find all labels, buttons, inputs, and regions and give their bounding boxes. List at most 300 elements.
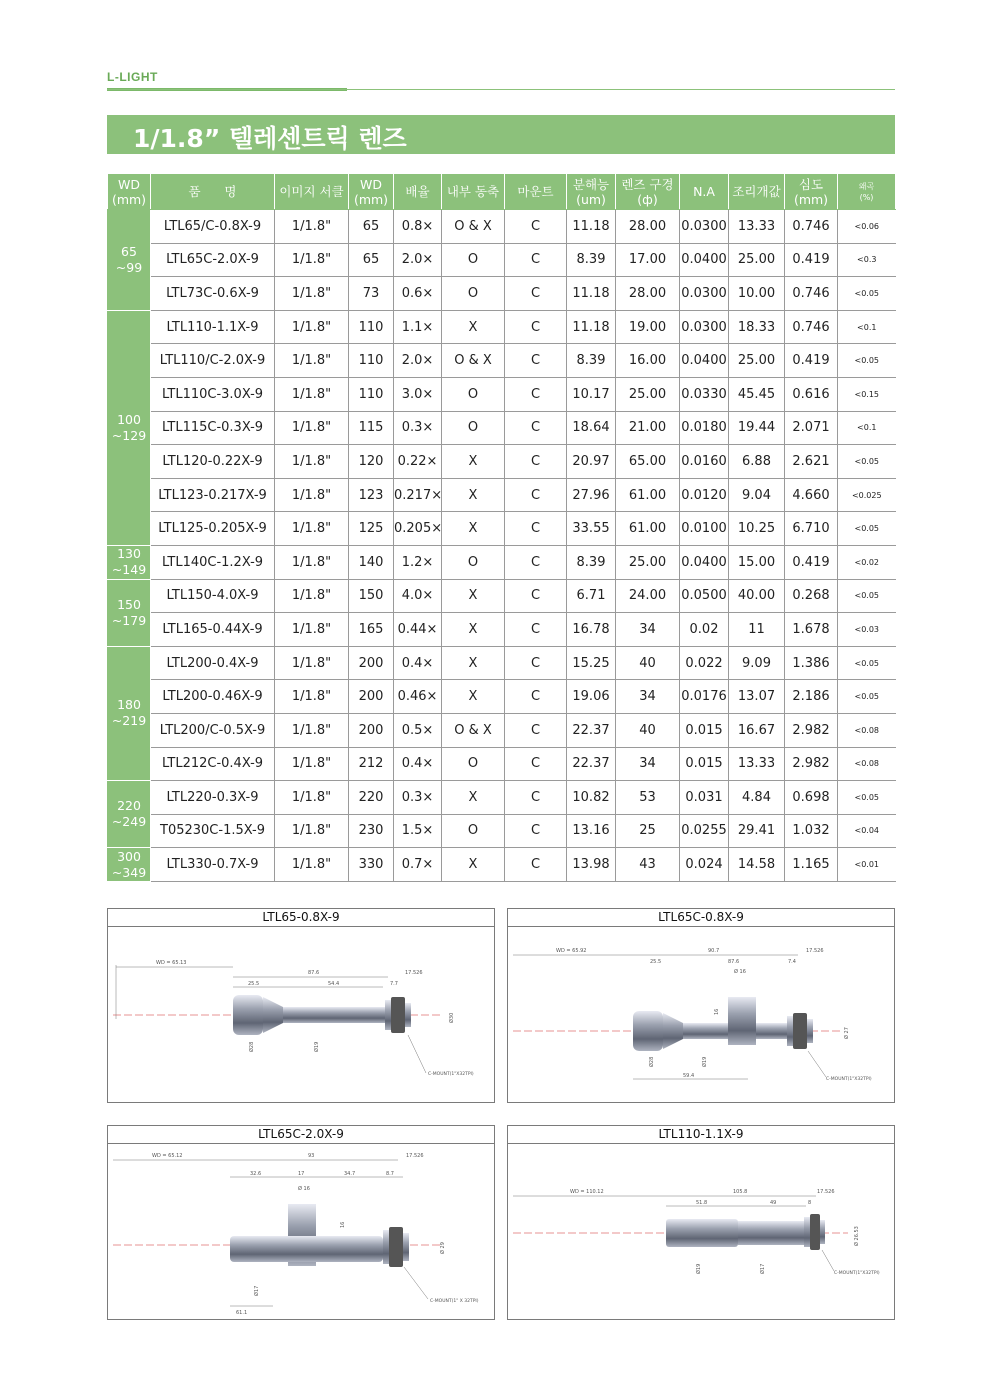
cell-sensor: 1/1.8"	[275, 613, 349, 647]
cell-mount: C	[505, 680, 567, 714]
cell-magnification: 0.205×	[394, 512, 442, 546]
cell-na: 0.02	[680, 613, 729, 647]
table-row	[108, 545, 896, 579]
cell-fno: 16.67	[729, 713, 785, 747]
cell-magnification: 0.44×	[394, 613, 442, 647]
drawing-title: LTL110-1.1X-9	[508, 1126, 894, 1144]
cell-distortion: <0.05	[838, 512, 896, 546]
cell-distortion: <0.05	[838, 277, 896, 311]
drawing-panel-ltl110	[507, 1125, 895, 1320]
table-row	[108, 344, 896, 378]
cell-magnification: 0.8×	[394, 210, 442, 244]
cell-na: 0.0160	[680, 445, 729, 479]
cell-distortion: <0.04	[838, 814, 896, 848]
cell-coaxial: O	[442, 814, 505, 848]
cell-wd: 220	[349, 781, 394, 815]
drawing-panel-ltl65	[107, 908, 495, 1103]
cell-dof: 0.746	[785, 277, 838, 311]
cell-distortion: <0.05	[838, 579, 896, 613]
cell-resolution: 8.39	[567, 344, 616, 378]
cell-diameter: 34	[616, 613, 680, 647]
cell-na: 0.0255	[680, 814, 729, 848]
cell-dof: 2.982	[785, 713, 838, 747]
cell-model: LTL115C-0.3X-9	[151, 411, 275, 445]
cell-dof: 1.032	[785, 814, 838, 848]
diameter-label: Ø17	[760, 1263, 766, 1274]
cell-model: LTL110C-3.0X-9	[151, 377, 275, 411]
cell-distortion: <0.05	[838, 445, 896, 479]
cell-wd: 330	[349, 848, 394, 882]
cell-wd: 200	[349, 713, 394, 747]
table-row	[108, 445, 896, 479]
cell-diameter: 16.00	[616, 344, 680, 378]
table-row	[108, 747, 896, 781]
dim-label: 105.8	[733, 1189, 748, 1195]
cell-resolution: 27.96	[567, 478, 616, 512]
cell-diameter: 17.00	[616, 243, 680, 277]
cell-diameter: 34	[616, 747, 680, 781]
header-wd: WD (mm)	[108, 174, 151, 210]
cell-distortion: <0.15	[838, 377, 896, 411]
cell-model: LTL65/C-0.8X-9	[151, 210, 275, 244]
cell-diameter: 43	[616, 848, 680, 882]
cell-coaxial: O	[442, 277, 505, 311]
dim-label: 8	[808, 1200, 812, 1206]
cell-na: 0.031	[680, 781, 729, 815]
dim-label: Ø 16	[298, 1186, 310, 1192]
cell-fno: 15.00	[729, 545, 785, 579]
cell-dof: 0.746	[785, 210, 838, 244]
cell-sensor: 1/1.8"	[275, 411, 349, 445]
cell-dof: 0.419	[785, 243, 838, 277]
cell-coaxial: O	[442, 545, 505, 579]
cell-mount: C	[505, 713, 567, 747]
cell-diameter: 65.00	[616, 445, 680, 479]
table-row	[108, 377, 896, 411]
cell-dof: 1.386	[785, 646, 838, 680]
dim-label: 49	[770, 1200, 777, 1206]
cell-coaxial: X	[442, 781, 505, 815]
header-mount: 마운트	[505, 174, 567, 210]
cell-sensor: 1/1.8"	[275, 210, 349, 244]
cell-model: T05230C-1.5X-9	[151, 814, 275, 848]
header-model: 품 명	[151, 174, 275, 210]
cell-dof: 0.419	[785, 545, 838, 579]
cell-fno: 13.07	[729, 680, 785, 714]
cell-fno: 10.00	[729, 277, 785, 311]
cell-fno: 9.09	[729, 646, 785, 680]
cell-resolution: 33.55	[567, 512, 616, 546]
drawing-ltl65c-20	[108, 1144, 494, 1319]
cell-mount: C	[505, 411, 567, 445]
cell-model: LTL150-4.0X-9	[151, 579, 275, 613]
header-divider	[107, 89, 895, 90]
cell-distortion: <0.02	[838, 545, 896, 579]
table-row	[108, 848, 896, 882]
wd-label: WD = 65.13	[156, 960, 187, 966]
cell-model: LTL110-1.1X-9	[151, 310, 275, 344]
cell-model: LTL220-0.3X-9	[151, 781, 275, 815]
cell-sensor: 1/1.8"	[275, 377, 349, 411]
cell-diameter: 28.00	[616, 210, 680, 244]
cell-sensor: 1/1.8"	[275, 713, 349, 747]
header-fno: 조리개값	[729, 174, 785, 210]
cell-magnification: 3.0×	[394, 377, 442, 411]
cell-na: 0.0120	[680, 478, 729, 512]
cell-distortion: <0.03	[838, 613, 896, 647]
cell-diameter: 24.00	[616, 579, 680, 613]
cell-sensor: 1/1.8"	[275, 478, 349, 512]
dim-label: 17.526	[806, 948, 824, 954]
cell-coaxial: X	[442, 848, 505, 882]
cell-coaxial: O & X	[442, 713, 505, 747]
dim-label: 25.5	[248, 981, 260, 987]
cell-model: LTL123-0.217X-9	[151, 478, 275, 512]
mount-label: C-MOUNT(1" X 32TPI)	[430, 1299, 479, 1304]
cell-magnification: 2.0×	[394, 344, 442, 378]
cell-mount: C	[505, 613, 567, 647]
cell-distortion: <0.08	[838, 747, 896, 781]
wd-group-cell: 220 ~249	[108, 781, 151, 848]
cell-dof: 0.268	[785, 579, 838, 613]
cell-model: LTL120-0.22X-9	[151, 445, 275, 479]
cell-fno: 13.33	[729, 747, 785, 781]
cell-coaxial: X	[442, 680, 505, 714]
cell-dof: 6.710	[785, 512, 838, 546]
title-bar	[107, 115, 895, 154]
cell-mount: C	[505, 445, 567, 479]
header-diameter: 렌즈 구경 (ф)	[616, 174, 680, 210]
cell-wd: 73	[349, 277, 394, 311]
cell-wd: 65	[349, 210, 394, 244]
cell-dof: 1.678	[785, 613, 838, 647]
page-title: 1/1.8” 텔레센트릭 렌즈	[133, 124, 407, 153]
cell-mount: C	[505, 210, 567, 244]
cell-distortion: <0.06	[838, 210, 896, 244]
cell-mount: C	[505, 478, 567, 512]
cell-diameter: 34	[616, 680, 680, 714]
dim-label: 25.5	[650, 959, 662, 965]
cell-resolution: 13.16	[567, 814, 616, 848]
cell-distortion: <0.05	[838, 344, 896, 378]
cell-coaxial: O	[442, 411, 505, 445]
cell-sensor: 1/1.8"	[275, 781, 349, 815]
cell-wd: 200	[349, 680, 394, 714]
cell-diameter: 19.00	[616, 310, 680, 344]
diameter-label: Ø28	[649, 1056, 655, 1067]
cell-diameter: 21.00	[616, 411, 680, 445]
cell-sensor: 1/1.8"	[275, 545, 349, 579]
cell-coaxial: X	[442, 478, 505, 512]
cell-magnification: 1.5×	[394, 814, 442, 848]
cell-wd: 165	[349, 613, 394, 647]
cell-wd: 150	[349, 579, 394, 613]
table-row	[108, 781, 896, 815]
cell-magnification: 2.0×	[394, 243, 442, 277]
dim-label: 17	[298, 1171, 305, 1177]
drawing-title: LTL65-0.8X-9	[108, 909, 494, 927]
mount-label: C-MOUNT(1"X32TPI)	[428, 1072, 474, 1077]
cell-na: 0.015	[680, 713, 729, 747]
cell-mount: C	[505, 277, 567, 311]
cell-sensor: 1/1.8"	[275, 277, 349, 311]
cell-sensor: 1/1.8"	[275, 243, 349, 277]
cell-sensor: 1/1.8"	[275, 680, 349, 714]
cell-wd: 65	[349, 243, 394, 277]
cell-resolution: 8.39	[567, 243, 616, 277]
cell-resolution: 8.39	[567, 545, 616, 579]
cell-model: LTL73C-0.6X-9	[151, 277, 275, 311]
cell-mount: C	[505, 310, 567, 344]
cell-mount: C	[505, 781, 567, 815]
header-resolution: 분해능 (um)	[567, 174, 616, 210]
cell-magnification: 1.2×	[394, 545, 442, 579]
cell-model: LTL110/C-2.0X-9	[151, 344, 275, 378]
drawing-title: LTL65C-2.0X-9	[108, 1126, 494, 1144]
cell-coaxial: X	[442, 512, 505, 546]
dim-label: 54.4	[328, 981, 340, 987]
cell-model: LTL200/C-0.5X-9	[151, 713, 275, 747]
drawing-panel-ltl65c-20	[107, 1125, 495, 1320]
cell-fno: 19.44	[729, 411, 785, 445]
cell-mount: C	[505, 377, 567, 411]
mount-label: C-MOUNT(1"X32TPI)	[826, 1077, 872, 1082]
cell-resolution: 20.97	[567, 445, 616, 479]
cell-na: 0.0176	[680, 680, 729, 714]
cell-model: LTL200-0.46X-9	[151, 680, 275, 714]
cell-distortion: <0.05	[838, 680, 896, 714]
table-row	[108, 713, 896, 747]
cell-dof: 2.071	[785, 411, 838, 445]
cell-distortion: <0.05	[838, 781, 896, 815]
cell-resolution: 13.98	[567, 848, 616, 882]
cell-coaxial: X	[442, 613, 505, 647]
cell-wd: 110	[349, 344, 394, 378]
cell-sensor: 1/1.8"	[275, 646, 349, 680]
cell-mount: C	[505, 814, 567, 848]
table-row	[108, 411, 896, 445]
diameter-label: Ø 29	[440, 1242, 446, 1254]
wd-group-cell: 130 ~149	[108, 545, 151, 579]
dim-label: 87.6	[308, 970, 320, 976]
cell-model: LTL125-0.205X-9	[151, 512, 275, 546]
dim-label: 7.7	[390, 981, 398, 987]
table-row	[108, 243, 896, 277]
cell-resolution: 22.37	[567, 747, 616, 781]
cell-resolution: 18.64	[567, 411, 616, 445]
cell-resolution: 10.17	[567, 377, 616, 411]
cell-diameter: 40	[616, 646, 680, 680]
cell-fno: 45.45	[729, 377, 785, 411]
cell-wd: 120	[349, 445, 394, 479]
cell-mount: C	[505, 344, 567, 378]
cell-magnification: 0.7×	[394, 848, 442, 882]
cell-coaxial: X	[442, 310, 505, 344]
cell-dof: 0.419	[785, 344, 838, 378]
wd-group-cell: 180 ~219	[108, 646, 151, 780]
cell-fno: 29.41	[729, 814, 785, 848]
diameter-label: Ø17	[254, 1285, 260, 1296]
table-header-row	[108, 174, 896, 210]
cell-model: LTL330-0.7X-9	[151, 848, 275, 882]
cell-dof: 2.621	[785, 445, 838, 479]
cell-magnification: 0.6×	[394, 277, 442, 311]
cell-sensor: 1/1.8"	[275, 747, 349, 781]
dim-label: 61.1	[236, 1310, 248, 1316]
diameter-label: Ø28	[249, 1041, 255, 1052]
cell-wd: 110	[349, 377, 394, 411]
cell-coaxial: X	[442, 445, 505, 479]
cell-fno: 14.58	[729, 848, 785, 882]
cell-na: 0.0400	[680, 344, 729, 378]
header-sensor: 이미지 서클	[275, 174, 349, 210]
cell-coaxial: O & X	[442, 344, 505, 378]
dim-label: 8.7	[386, 1171, 394, 1177]
mount-label: C-MOUNT(1"X32TPI)	[834, 1271, 880, 1276]
cell-model: LTL65C-2.0X-9	[151, 243, 275, 277]
cell-resolution: 15.25	[567, 646, 616, 680]
cell-na: 0.0400	[680, 545, 729, 579]
cell-magnification: 0.46×	[394, 680, 442, 714]
table-row	[108, 646, 896, 680]
dim-label: 34.7	[344, 1171, 356, 1177]
diameter-label: Ø30	[449, 1012, 455, 1023]
cell-na: 0.0500	[680, 579, 729, 613]
cell-na: 0.0400	[680, 243, 729, 277]
drawing-title: LTL65C-0.8X-9	[508, 909, 894, 927]
drawing-ltl65	[108, 927, 494, 1102]
cell-mount: C	[505, 512, 567, 546]
header-mag: 배율	[394, 174, 442, 210]
cell-dof: 1.165	[785, 848, 838, 882]
table-row	[108, 277, 896, 311]
cell-sensor: 1/1.8"	[275, 445, 349, 479]
cell-magnification: 0.3×	[394, 781, 442, 815]
wd-group-cell: 300 ~349	[108, 848, 151, 882]
cell-sensor: 1/1.8"	[275, 310, 349, 344]
cell-dof: 2.982	[785, 747, 838, 781]
cell-na: 0.0300	[680, 310, 729, 344]
cell-wd: 125	[349, 512, 394, 546]
cell-model: LTL165-0.44X-9	[151, 613, 275, 647]
cell-fno: 18.33	[729, 310, 785, 344]
cell-dof: 4.660	[785, 478, 838, 512]
cell-fno: 10.25	[729, 512, 785, 546]
dim-label: 32.6	[250, 1171, 262, 1177]
header-dof: 심도 (mm)	[785, 174, 838, 210]
cell-dof: 0.616	[785, 377, 838, 411]
cell-na: 0.0100	[680, 512, 729, 546]
dim-label: 17.526	[817, 1189, 835, 1195]
cell-distortion: <0.1	[838, 411, 896, 445]
cell-na: 0.0180	[680, 411, 729, 445]
cell-na: 0.024	[680, 848, 729, 882]
cell-diameter: 25.00	[616, 545, 680, 579]
cell-fno: 40.00	[729, 579, 785, 613]
cell-coaxial: X	[442, 646, 505, 680]
cell-mount: C	[505, 579, 567, 613]
wd-label: WD = 65.92	[556, 948, 587, 954]
diameter-label: Ø 26.53	[854, 1226, 860, 1246]
cell-distortion: <0.3	[838, 243, 896, 277]
cell-diameter: 28.00	[616, 277, 680, 311]
cell-diameter: 25	[616, 814, 680, 848]
diameter-label: Ø19	[314, 1041, 320, 1052]
diameter-label: Ø19	[696, 1263, 702, 1274]
cell-magnification: 4.0×	[394, 579, 442, 613]
dim-label: 51.8	[696, 1200, 708, 1206]
cell-sensor: 1/1.8"	[275, 512, 349, 546]
cell-resolution: 10.82	[567, 781, 616, 815]
cell-sensor: 1/1.8"	[275, 848, 349, 882]
dim-label: 16	[714, 1008, 720, 1015]
cell-na: 0.0300	[680, 210, 729, 244]
cell-na: 0.0330	[680, 377, 729, 411]
cell-diameter: 61.00	[616, 478, 680, 512]
dim-label: 17.526	[406, 1153, 424, 1159]
cell-distortion: <0.025	[838, 478, 896, 512]
cell-fno: 25.00	[729, 344, 785, 378]
header-coax: 내부 동축	[442, 174, 505, 210]
cell-coaxial: X	[442, 579, 505, 613]
cell-diameter: 40	[616, 713, 680, 747]
cell-wd: 110	[349, 310, 394, 344]
cell-mount: C	[505, 243, 567, 277]
dim-label: 16	[340, 1221, 346, 1228]
table-row	[108, 210, 896, 244]
cell-resolution: 6.71	[567, 579, 616, 613]
cell-distortion: <0.08	[838, 713, 896, 747]
cell-model: LTL200-0.4X-9	[151, 646, 275, 680]
wd-label: WD = 65.12	[152, 1153, 183, 1159]
header-wd2: WD (mm)	[349, 174, 394, 210]
cell-coaxial: O	[442, 377, 505, 411]
cell-wd: 123	[349, 478, 394, 512]
wd-group-cell: 150 ~179	[108, 579, 151, 646]
cell-sensor: 1/1.8"	[275, 344, 349, 378]
cell-resolution: 11.18	[567, 310, 616, 344]
spec-table	[107, 173, 896, 882]
table-row	[108, 478, 896, 512]
cell-wd: 212	[349, 747, 394, 781]
cell-dof: 0.746	[785, 310, 838, 344]
cell-wd: 200	[349, 646, 394, 680]
cell-resolution: 22.37	[567, 713, 616, 747]
cell-magnification: 0.4×	[394, 646, 442, 680]
cell-mount: C	[505, 646, 567, 680]
cell-magnification: 0.22×	[394, 445, 442, 479]
cell-dof: 2.186	[785, 680, 838, 714]
cell-fno: 11	[729, 613, 785, 647]
dim-label: 7.4	[788, 959, 796, 965]
cell-mount: C	[505, 848, 567, 882]
table-row	[108, 613, 896, 647]
dim-label: Ø 16	[734, 969, 746, 975]
cell-mount: C	[505, 545, 567, 579]
diameter-label: Ø19	[702, 1056, 708, 1067]
cell-wd: 140	[349, 545, 394, 579]
cell-fno: 25.00	[729, 243, 785, 277]
cell-coaxial: O & X	[442, 210, 505, 244]
cell-diameter: 61.00	[616, 512, 680, 546]
cell-sensor: 1/1.8"	[275, 814, 349, 848]
cell-dof: 0.698	[785, 781, 838, 815]
spec-table-body	[108, 210, 896, 882]
cell-resolution: 19.06	[567, 680, 616, 714]
cell-distortion: <0.01	[838, 848, 896, 882]
wd-group-cell: 65 ~99	[108, 210, 151, 311]
header-na: N.A	[680, 174, 729, 210]
